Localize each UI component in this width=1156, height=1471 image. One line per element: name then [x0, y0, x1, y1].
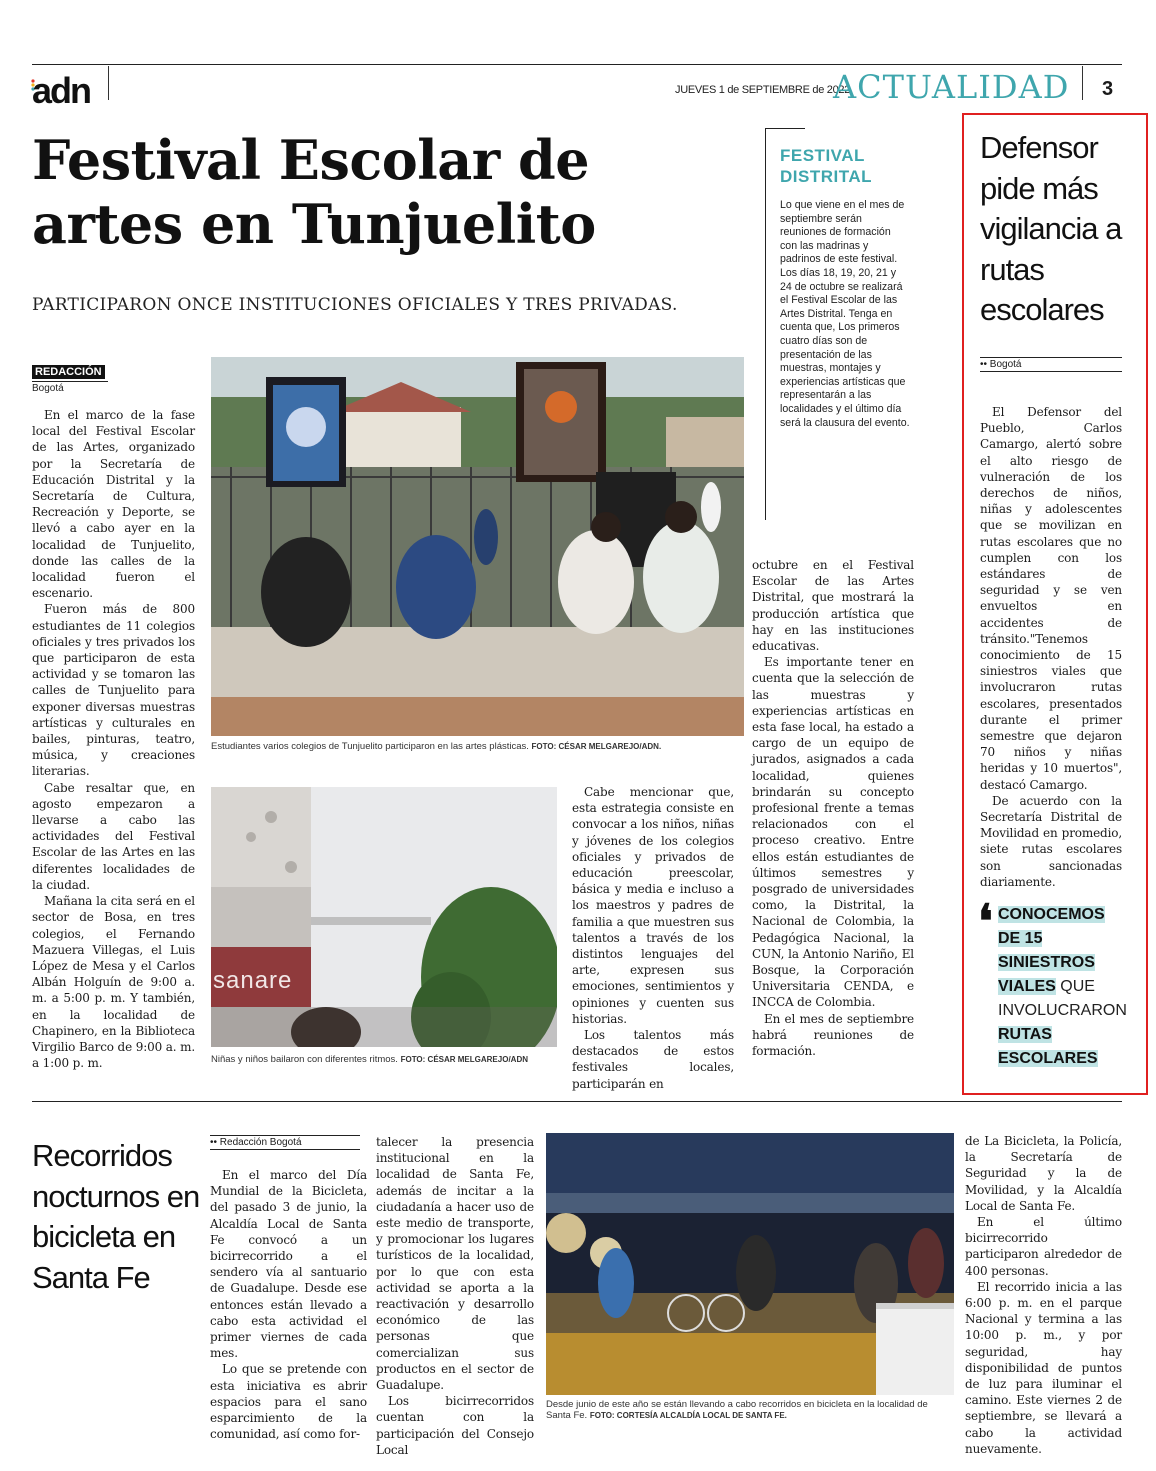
byline-place: Bogotá	[32, 381, 108, 394]
page-number: 3	[1102, 78, 1114, 100]
defensor-body	[980, 404, 1122, 890]
paragraph: El recorrido inicia a las 6:00 p. m. en el parque Nacional y termina a las 10:00 p. m., y por seguridad, hay disponibilidad de puntos de luz para iluminar el camino. Este viernes 2 de septiembre, se llevará a cabo la actividad nuevamente.	[965, 1279, 1122, 1456]
paragraph: En el marco de la fase local del Festival Escolar de las Artes, organizado por la Secretaría de Educación Distrital y la Secretaría de Cultura, Recreación y Deporte, se llevó a cabo ayer en la localidad de Tunjuelito, donde las calles de la localidad fueron el escenario.	[32, 408, 195, 601]
photo2-credit: FOTO: CÉSAR MELGAREJO/ADN	[400, 1055, 528, 1064]
main-byline	[32, 360, 108, 394]
bike-column-1	[210, 1167, 367, 1442]
paragraph: El Defensor del Pueblo, Carlos Camargo, alertó sobre el alto riesgo de vulneración de los derechos de niños, niñas y adolescentes que se movilizan en rutas escolares que no cumplen con los estándares de seguridad y se ven envueltos en accidentes de tránsito."Tenemos conocimiento de 15 siniestros viales que involucraron rutas escolares, presentados durante el primer semestre que dejaron 70 niños y niñas heridas y 10 muertos", destacó Camargo.	[980, 405, 1122, 792]
dateline: JUEVES 1 de SEPTIEMBRE de 2022	[675, 84, 851, 96]
main-column-1	[32, 407, 195, 1071]
bike-photo-caption-text: Desde junio de este año se están llevando a cabo recorridos en bicicleta en la localidad de Santa Fe.	[546, 1399, 928, 1421]
paragraph: Es importante tener en cuenta que la selección de las muestras y experiencias artísticas en esta fase local, ha estado a cargo de un equipo de jurados, asignados a cada localidad, quienes brindarán su concepto profesional frente a temas relacionados con el proceso creativo. Entre ellos están estudiantes de últimos semestres y posgrado de universidades como, la Distrital, la Nacional de Colombia, la Pedagógica Nacional, la CUN, la Antonio Nariño, El Bosque, la Corporación Universitaria CENDA, e INCCA de Colombia.	[752, 655, 914, 1010]
bike-headline: Recorridos nocturnos en bicicleta en Santa Fe	[32, 1138, 200, 1295]
quote-mark-icon: ❛	[978, 895, 993, 947]
paragraph: En el mes de septiembre habrá reuniones de formación.	[752, 1011, 914, 1059]
sidebar-border-top	[765, 128, 805, 129]
bike-column-3	[965, 1133, 1122, 1457]
photo1-credit: FOTO: CÉSAR MELGAREJO/ADN.	[531, 742, 662, 751]
defensor-headline: Defensor pide más vigilancia a rutas escolares	[980, 130, 1122, 327]
paragraph: En el marco del Día Mundial de la Bicicleta, del pasado 3 de junio, la Alcaldía Local de Santa Fe convocó a un bicirrecorrido a el sendero vía al santuario de Guadalupe. Desde ese entonces están llevado a cabo esta actividad el primer viernes de cada mes.	[210, 1168, 367, 1361]
paragraph: Lo que se pretende con esta iniciativa es abrir espacios para el sano esparcimiento de la comunidad, así como for-	[210, 1362, 367, 1442]
paragraph: Mañana la cita será en el sector de Bosa, en tres colegios, el Fernando Mazuera Villegas, el Luis López de Mesa y el Carlos Albán Holguín de 9:00 a. m. a 5:00 p. m. Y también, en la localidad de Chapinero, en la Biblioteca Virgilio Barco de 9:00 a. m. a 1:00 p. m.	[32, 894, 195, 1071]
bottom-section-rule	[32, 1101, 1122, 1102]
students-painting-illustration	[211, 357, 744, 736]
paragraph: En el último bicirrecorrido participaron alrededor de 400 personas.	[965, 1215, 1122, 1278]
paragraph: Fueron más de 800 estudiantes de 11 colegios oficiales y tres privados los que participaron de esta actividad y se tomaron las calles de Tunjuelito para exponer diversas muestras artísticas y culturales en bailes, pinturas, teatro, música, y creaciones literarias.	[32, 602, 195, 779]
dancers-photo	[211, 787, 557, 1047]
pull-quote	[998, 903, 1127, 1071]
bike-byline: •• Redacción Bogotá	[210, 1135, 360, 1150]
paragraph: Los talentos más destacados de estos festivales locales, participarán en	[572, 1028, 734, 1091]
bike-column-2	[376, 1134, 534, 1458]
photo1-caption	[211, 741, 744, 752]
paragraph: talecer la presencia institucional en la localidad de Santa Fe, además de incitar a la ciudadanía a hacer uso de este medio de transporte, y promocionar los lugares turísticos de la localidad, por lo que con esta actividad se aporta a la reactivación y desarrollo económico de las personas que comercializan sus productos en el sector de Guadalupe.	[376, 1135, 534, 1393]
photo1-caption-text: Estudiantes varios colegios de Tunjuelito participaron en las artes plásticas.	[211, 741, 529, 752]
sanare-sign: sanare	[213, 967, 293, 994]
section-divider	[1082, 66, 1083, 100]
bike-photo-caption	[546, 1399, 954, 1421]
students-painting-photo	[211, 357, 744, 736]
paragraph: Cabe mencionar que, esta estrategia consiste en convocar a los niños, niñas y jóvenes de los colegios oficiales y privados de educación preescolar, básica y media e incluso a los maestros y padres de familia a que muestren sus talentos a través de los distintos lenguajes del arte, expresen sus emociones, sentimientos y opiniones y cuenten sus historias.	[572, 785, 734, 1026]
paragraph: Cabe resaltar que, en agosto empezaron a llevarse a cabo las actividades del Festival Escolar de las Artes en las diferentes localidades de la ciudad.	[32, 780, 195, 892]
bike-ride-illustration	[546, 1133, 954, 1395]
dancers-illustration	[211, 787, 557, 1047]
adn-logo[interactable]: adn	[32, 70, 91, 111]
bike-ride-photo	[546, 1133, 954, 1395]
main-column-3	[752, 557, 914, 1059]
main-headline: Festival Escolar de artes en Tunjuelito	[32, 128, 596, 256]
pull-quote-highlight: CONOCEMOS DE 15 SINIESTROS VIALES	[998, 906, 1105, 995]
defensor-byline: •• Bogotá	[980, 357, 1122, 372]
bike-photo-credit: FOTO: CORTESÍA ALCALDÍA LOCAL DE SANTA FE.	[589, 1411, 787, 1420]
paragraph: octubre en el Festival Escolar de las Artes Distrital, que mostrará la producción artística que hay en las instituciones educativas.	[752, 558, 914, 654]
header-rule	[32, 64, 1122, 65]
sidebar-title: FESTIVAL DISTRITAL	[780, 146, 873, 186]
pull-quote-text: QUE INVOLUCRARON	[998, 978, 1127, 1019]
main-subhead: PARTICIPARON ONCE INSTITUCIONES OFICIALES Y TRES PRIVADAS.	[32, 295, 678, 315]
photo2-caption	[211, 1054, 561, 1065]
byline-tag: REDACCIÓN	[32, 365, 105, 379]
sidebar-body: Lo que viene en el mes de septiembre serán reuniones de formación con las madrinas y padrinos de este festival. Los días 18, 19, 20, 21 y 24 de octubre se realizará el Festival Escolar de las Artes Distrital. Tenga en cuenta que, Los primeros cuatro días son de presentación de las muestras, montajes y experiencias artísticas que representarán a las localidades y el último día será la clausura del evento.	[780, 199, 910, 429]
paragraph: de La Bicicleta, la Policía, la Secretaría de Seguridad y la de Movilidad, y la Alcaldía Local de Santa Fe.	[965, 1134, 1122, 1213]
sidebar-border-left	[765, 128, 766, 520]
logo-divider	[108, 66, 109, 100]
paragraph: De acuerdo con la Secretaría Distrital de Movilidad en promedio, siete rutas escolares son sancionadas diariamente.	[980, 793, 1122, 889]
section-name: ACTUALIDAD	[833, 68, 1070, 106]
pull-quote-highlight: RUTAS ESCOLARES	[998, 1026, 1098, 1067]
paragraph: Los bicirrecorridos cuentan con la participación del Consejo Local	[376, 1394, 534, 1457]
photo2-caption-text: Niñas y niños bailaron con diferentes ritmos.	[211, 1054, 398, 1065]
main-column-2	[572, 784, 734, 1092]
